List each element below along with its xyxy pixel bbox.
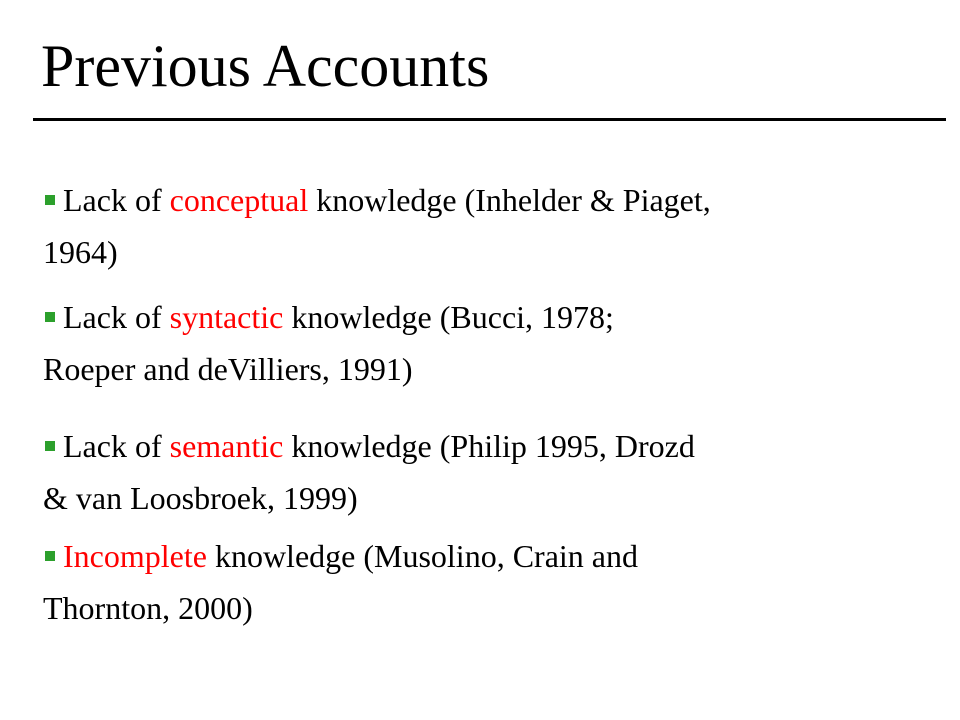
square-bullet-icon (45, 312, 55, 322)
slide-title: Previous Accounts (41, 33, 490, 99)
bullet-item-incomplete (43, 530, 903, 634)
bullet-lead: Lack of (63, 299, 170, 335)
bullet-highlight: semantic (169, 428, 284, 464)
bullet-highlight: Incomplete (63, 538, 207, 574)
square-bullet-icon (45, 441, 55, 451)
title-divider (33, 118, 946, 121)
bullet-line2: & van Loosbroek, 1999) (43, 480, 358, 516)
bullet-item-conceptual (43, 174, 903, 278)
bullet-line2: 1964) (43, 234, 118, 270)
bullet-lead: Lack of (63, 428, 170, 464)
bullet-line2: Thornton, 2000) (43, 590, 253, 626)
bullet-lead: Lack of (63, 182, 170, 218)
bullet-highlight: conceptual (169, 182, 309, 218)
square-bullet-icon (45, 195, 55, 205)
bullet-line2: Roeper and deVilliers, 1991) (43, 351, 413, 387)
bullet-highlight: syntactic (169, 299, 284, 335)
square-bullet-icon (45, 551, 55, 561)
bullet-line1-rest: knowledge (Bucci, 1978; (283, 299, 614, 335)
bullet-item-syntactic (43, 291, 903, 395)
bullet-line1-rest: knowledge (Musolino, Crain and (206, 538, 638, 574)
bullet-line1-rest: knowledge (Philip 1995, Drozd (283, 428, 695, 464)
bullet-line1-rest: knowledge (Inhelder & Piaget, (308, 182, 711, 218)
bullet-item-semantic (43, 420, 903, 524)
